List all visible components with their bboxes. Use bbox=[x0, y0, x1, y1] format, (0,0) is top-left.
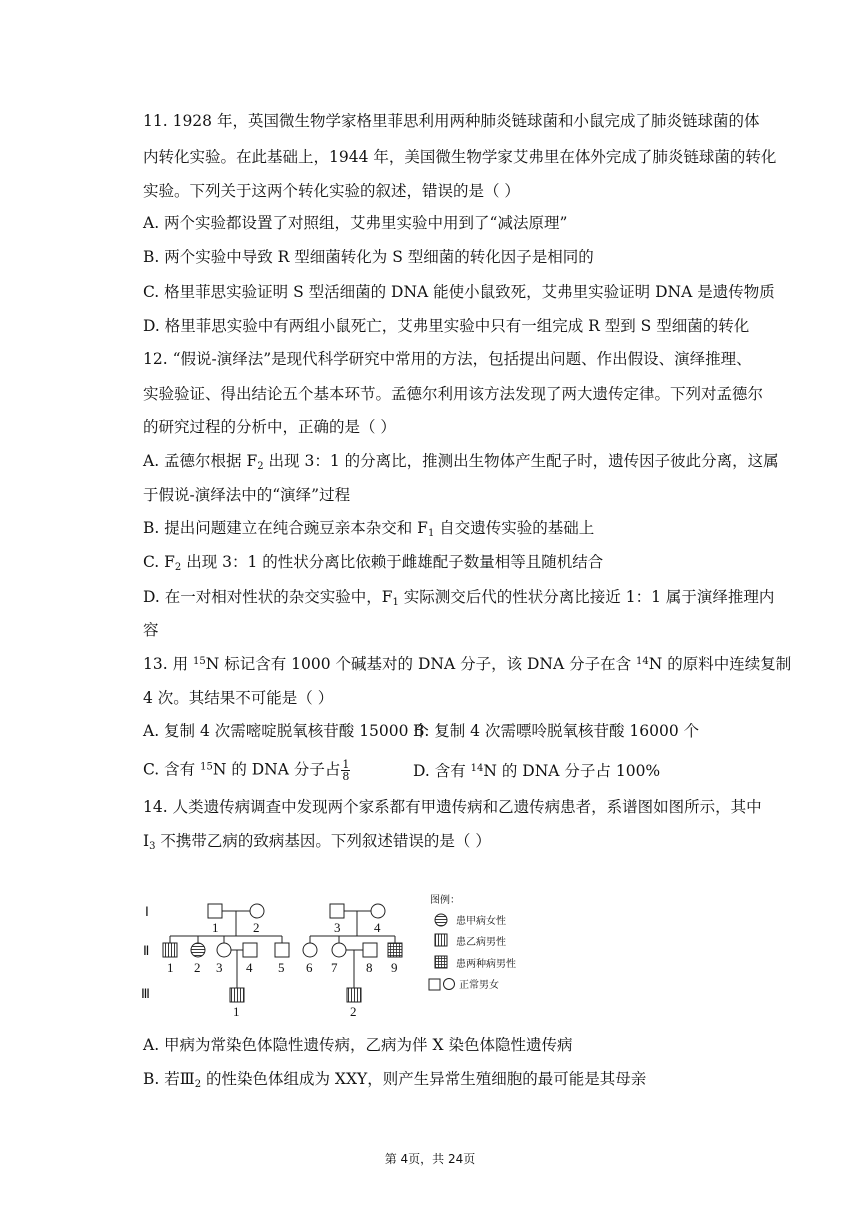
pedigree-chart bbox=[140, 888, 560, 1023]
label-II5: 5 bbox=[278, 960, 285, 975]
legend-label-female-A: 患甲病女性 bbox=[456, 916, 506, 927]
q12-option-b: B. 提出问题建立在纯合豌豆亲本杂交和 $F_1$ 自交遗传实验的基础上 bbox=[143, 519, 595, 539]
q11-stem-line1: 11. 1928 年，英国微生物学家格里菲思利用两种肺炎链球菌和小鼠完成了肺炎链球菌的体 bbox=[143, 112, 760, 130]
pedigree-I1-male bbox=[208, 904, 222, 918]
q14-stem-line2: $Ⅰ_3$ 不携带乙病的致病基因。下列叙述错误的是（ ） bbox=[143, 832, 491, 852]
legend-male-both-diseases-icon bbox=[435, 956, 447, 968]
pedigree-II1-affected-male-B bbox=[163, 943, 177, 957]
generation-label-I: Ⅰ bbox=[145, 904, 149, 919]
generation-label-II: Ⅱ bbox=[143, 943, 150, 958]
pedigree-III2-affected-male-B bbox=[347, 988, 361, 1002]
label-III1: 1 bbox=[233, 1004, 240, 1019]
label-II3: 3 bbox=[216, 960, 223, 975]
label-III2: 2 bbox=[350, 1004, 357, 1019]
pedigree-II6-female bbox=[303, 943, 317, 957]
q12-stem-line3: 的研究过程的分析中，正确的是（ ） bbox=[143, 418, 396, 436]
label-II2: 2 bbox=[194, 960, 201, 975]
q14-option-b: B. 若$Ⅲ_2$ 的性染色体组成为 XXY，则产生异常生殖细胞的最可能是其母亲 bbox=[143, 1070, 647, 1090]
pedigree-I2-female bbox=[250, 904, 264, 918]
label-II7: 7 bbox=[331, 960, 338, 975]
label-II1: 1 bbox=[167, 960, 174, 975]
q11-option-a: A. 两个实验都设置了对照组，艾弗里实验中用到了“减法原理” bbox=[143, 214, 568, 232]
q13-option-b: B. 复制 4 次需嘌呤脱氧核苷酸 16000 个 bbox=[413, 722, 700, 740]
pedigree-II8-male bbox=[363, 943, 377, 957]
pedigree-I4-female bbox=[371, 904, 385, 918]
pedigree-II7-female bbox=[332, 943, 346, 957]
label-I2: 2 bbox=[253, 920, 260, 935]
q11-option-c: C. 格里菲思实验证明 S 型活细菌的 DNA 能使小鼠致死，艾弗里实验证明 DNA 是遗传物质 bbox=[143, 283, 775, 301]
pedigree-II9-affected-male-both bbox=[388, 943, 402, 957]
q13-option-c: C. 含有 $^{15}$N 的 DNA 分子占 $\frac{1}{8}$ bbox=[143, 758, 350, 783]
legend-male-disease-B-icon bbox=[435, 934, 447, 946]
pedigree-I3-male bbox=[330, 904, 344, 918]
q11-option-d: D. 格里菲思实验中有两组小鼠死亡，艾弗里实验中只有一组完成 R 型到 S 型细菌的转化 bbox=[143, 317, 750, 335]
pedigree-III1-affected-male-B bbox=[230, 988, 244, 1002]
label-II8: 8 bbox=[366, 960, 373, 975]
q12-stem-line1: 12. “假说-演绎法”是现代科学研究中常用的方法，包括提出问题、作出假设、演绎推理、 bbox=[143, 350, 752, 368]
pedigree-II2-affected-female-A bbox=[191, 943, 205, 957]
legend-label-normal: 正常男女 bbox=[459, 980, 499, 991]
label-II9: 9 bbox=[391, 960, 398, 975]
q12-option-d-line1: D. 在一对相对性状的杂交实验中，$F_1$ 实际测交后代的性状分离比接近 1：1 属于演绎推理内 bbox=[143, 588, 775, 608]
q12-option-a-line2: 于假说-演绎法中的“演绎”过程 bbox=[143, 486, 351, 504]
legend-label-male-both: 患两种病男性 bbox=[456, 959, 516, 970]
legend-female-disease-A-icon bbox=[435, 914, 447, 926]
label-I1: 1 bbox=[212, 920, 219, 935]
legend-normal-female-icon bbox=[444, 979, 455, 990]
q13-stem-line1: 13. 用 $^{15}$N 标记含有 1000 个碱基对的 DNA 分子，该 DNA 分子在含 $^{14}$N 的原料中连续复制 bbox=[143, 655, 792, 673]
q12-option-d-line2: 容 bbox=[143, 621, 159, 639]
q11-option-b: B. 两个实验中导致 R 型细菌转化为 S 型细菌的转化因子是相同的 bbox=[143, 248, 594, 266]
page-footer: 第 4页，共 24页 bbox=[384, 1152, 476, 1166]
pedigree-II3-female bbox=[217, 943, 231, 957]
pedigree-II5-male bbox=[275, 943, 289, 957]
generation-label-III: Ⅲ bbox=[141, 986, 150, 1001]
label-II4: 4 bbox=[246, 960, 253, 975]
pedigree-II4-male bbox=[243, 943, 257, 957]
q12-option-a-line1: A. 孟德尔根据 $F_2$ 出现 3：1 的分离比，推测出生物体产生配子时，遗传因子彼此分离，这属 bbox=[143, 452, 779, 472]
q13-stem-line2: 4 次。其结果不可能是（ ） bbox=[143, 689, 334, 707]
label-I4: 4 bbox=[374, 920, 381, 935]
fraction-one-eighth: $\frac{1}{8}$ bbox=[342, 758, 350, 783]
legend-title: 图例： bbox=[430, 895, 460, 906]
q14-option-a: A. 甲病为常染色体隐性遗传病，乙病为伴 X 染色体隐性遗传病 bbox=[143, 1036, 573, 1054]
legend-label-male-B: 患乙病男性 bbox=[456, 937, 506, 948]
q11-stem-line2: 内转化实验。在此基础上，1944 年，美国微生物学家艾弗里在体外完成了肺炎链球菌的转化 bbox=[143, 148, 777, 166]
q12-stem-line2: 实验验证、得出结论五个基本环节。孟德尔利用该方法发现了两大遗传定律。下列对孟德尔 bbox=[143, 385, 764, 403]
q11-stem-line3: 实验。下列关于这两个转化实验的叙述，错误的是（ ） bbox=[143, 182, 520, 200]
legend-normal-male-icon bbox=[429, 979, 440, 990]
q12-option-c: C. $F_2$ 出现 3：1 的性状分离比依赖于雌雄配子数量相等且随机结合 bbox=[143, 553, 604, 573]
q13-option-a: A. 复制 4 次需嘧啶脱氧核苷酸 15000 个 bbox=[143, 722, 429, 740]
q13-option-d: D. 含有 $^{14}$N 的 DNA 分子占 100% bbox=[413, 762, 661, 780]
label-II6: 6 bbox=[306, 960, 313, 975]
label-I3: 3 bbox=[334, 920, 341, 935]
q14-stem-line1: 14. 人类遗传病调查中发现两个家系都有甲遗传病和乙遗传病患者，系谱图如图所示，其中 bbox=[143, 798, 762, 816]
